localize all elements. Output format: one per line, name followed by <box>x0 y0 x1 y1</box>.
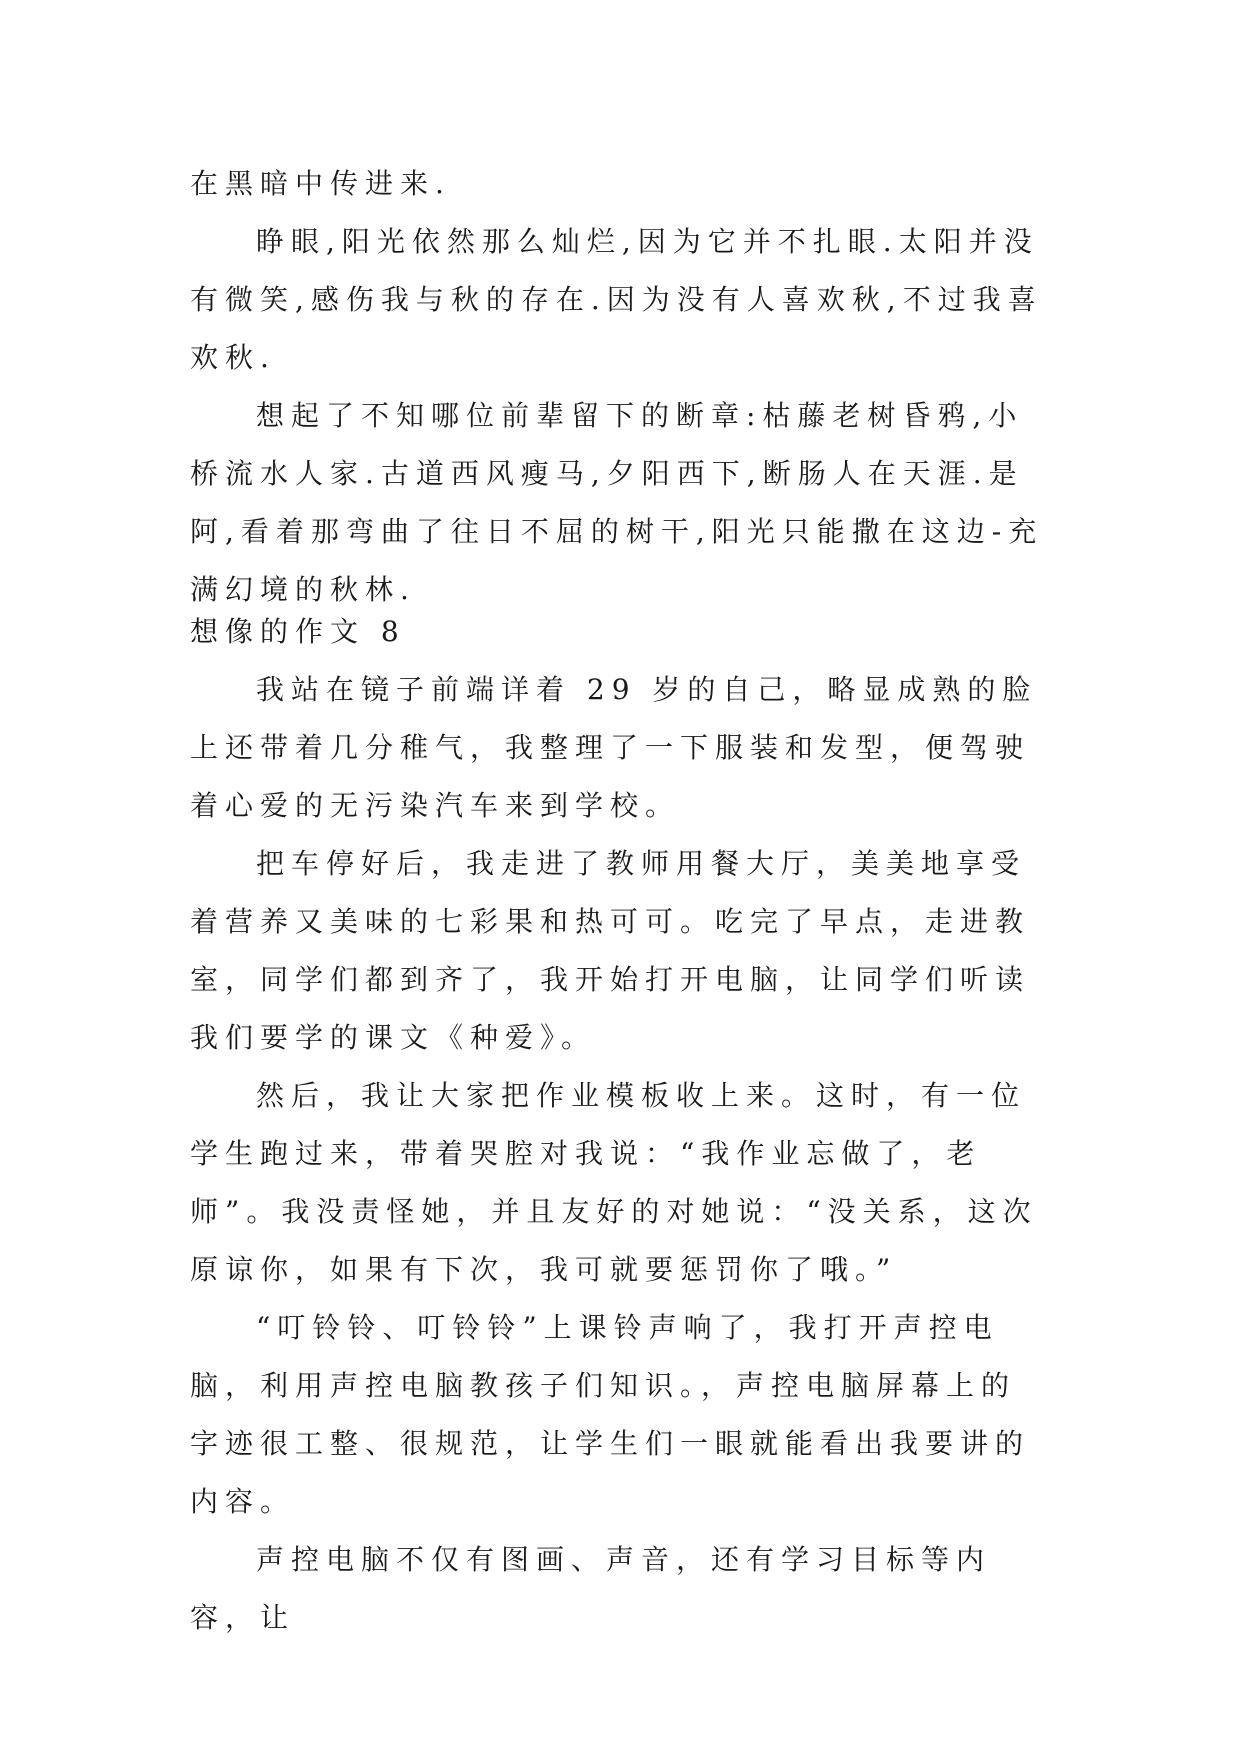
paragraph: 我站在镜子前端详着 29 岁的自己，略显成熟的脸上还带着几分稚气，我整理了一下服装和发型，便驾驶着心爱的无污染汽车来到学校。 <box>190 673 1038 822</box>
essay-7-continuation <box>190 155 1050 619</box>
paragraph: 睁眼,阳光依然那么灿烂,因为它并不扎眼.太阳并没有微笑,感伤我与秋的存在.因为没有人喜欢秋,不过我喜欢秋. <box>190 225 1043 374</box>
essay-title: 想像的作文 8 <box>190 615 406 648</box>
paragraph: “叮铃铃、叮铃铃”上课铃声响了，我打开声控电脑，利用声控电脑教孩子们知识。，声控电脑屏幕上的字迹很工整、很规范，让学生们一眼就能看出我要讲的内容。 <box>190 1311 1031 1518</box>
essay-8 <box>190 603 1050 1647</box>
paragraph: 想起了不知哪位前辈留下的断章:枯藤老树昏鸦,小桥流水人家.古道西风瘦马,夕阳西下,断肠人在天涯.是阿,看着那弯曲了往日不屈的树干,阳光只能撒在这边-充满幻境的秋林. <box>190 399 1044 606</box>
paragraph: 在黑暗中传进来. <box>190 167 451 200</box>
paragraph: 然后，我让大家把作业模板收上来。这时，有一位学生跑过来，带着哭腔对我说：“我作业忘做了，老师”。我没责怪她，并且友好的对她说：“没关系，这次原谅你，如果有下次，我可就要惩罚你了哦。” <box>190 1079 1038 1286</box>
paragraph: 声控电脑不仅有图画、声音，还有学习目标等内容，让 <box>190 1543 992 1634</box>
paragraph: 把车停好后，我走进了教师用餐大厅，美美地享受着营养又美味的七彩果和热可可。吃完了早点，走进教室，同学们都到齐了，我开始打开电脑，让同学们听读我们要学的课文《种爱》。 <box>190 847 1031 1054</box>
